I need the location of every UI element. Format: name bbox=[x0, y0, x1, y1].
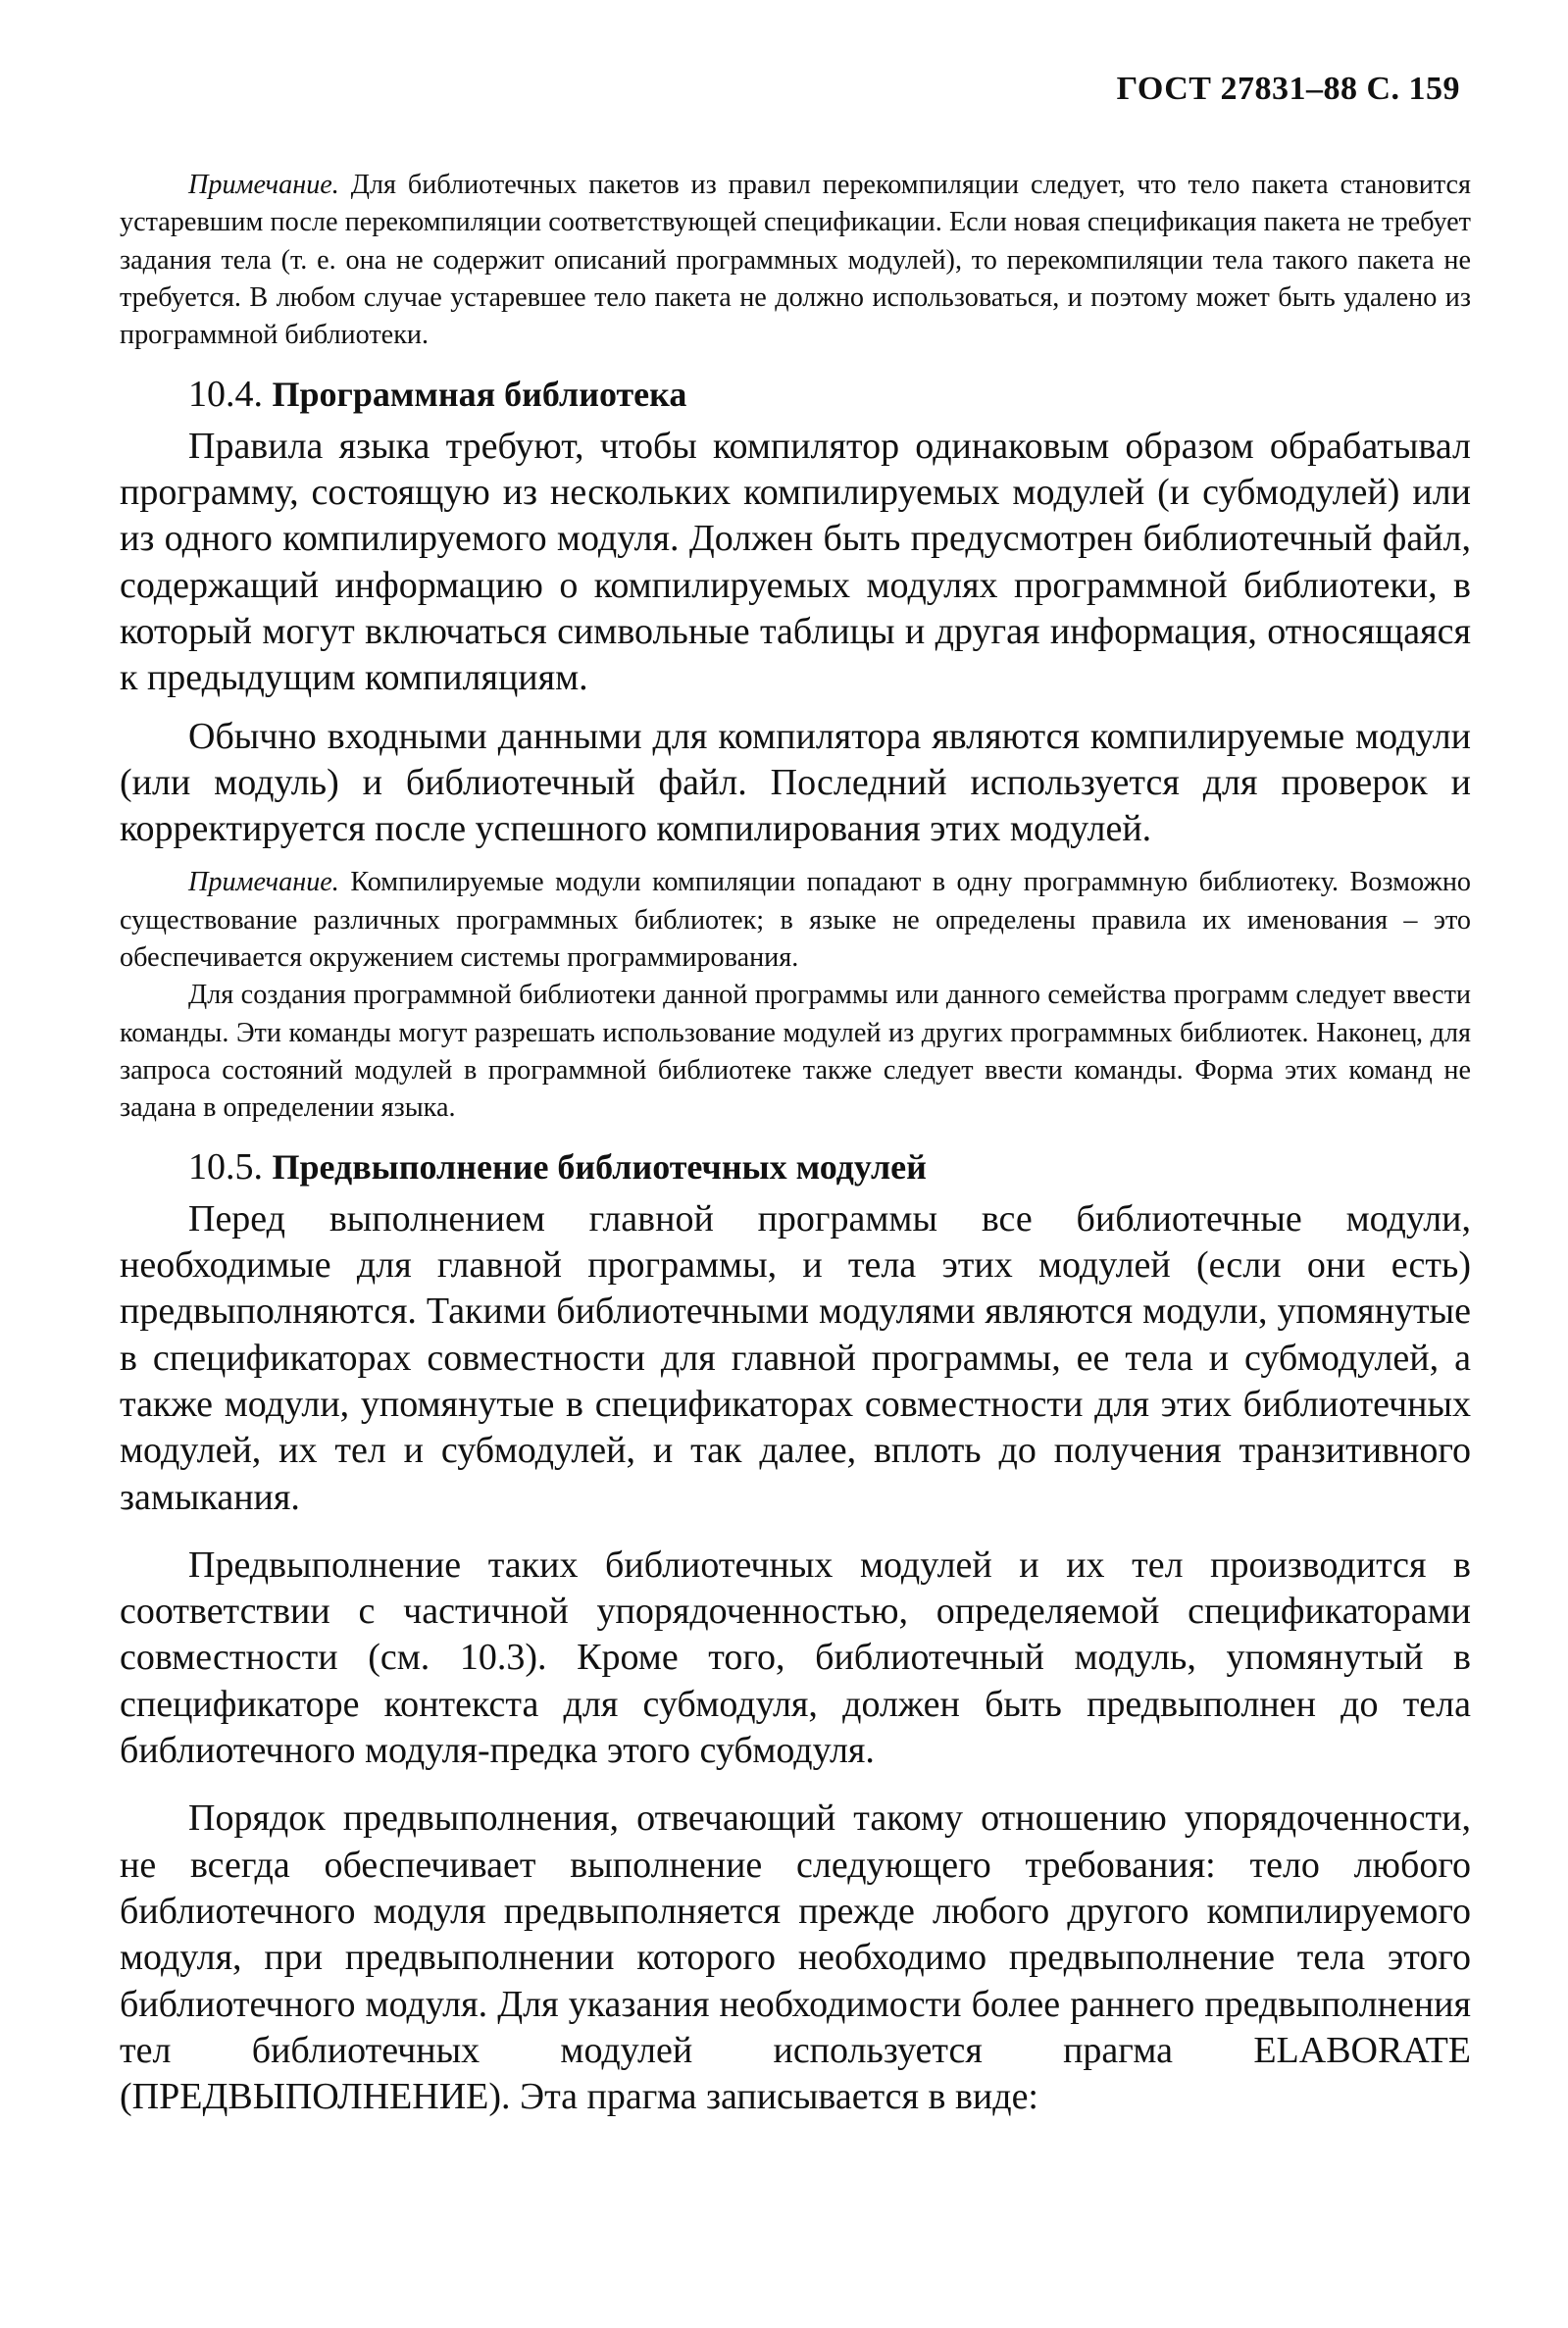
note-text: Для библиотечных пакетов из правил перекомпиляции следует, что тело пакета становится устаревшим после перекомпиляции соответствующей спецификации. Если новая спецификация пакета не требует задания тела (т. е. она не содержит описаний программных модулей), то перекомпиляции тела такого пакета не требуется. В любом случае устаревшее тело пакета не должно использоваться, и поэтому может быть удалено из программной библиотеки. bbox=[120, 170, 1471, 351]
body-paragraph: Перед выполнением главной программы все библиотечные модули, необходимые для главной программы, и тела этих модулей (если они есть) предвыполняются. Такими библиотечными модулями являются модули, упомянутые в спецификаторах совместности для главной программы, ее тела и субмодулей, а также модули, упомянутые в спецификаторах совместности для этих библиотечных модулей, их тел и субмодулей, и так далее, вплоть до получения транзитивного замыкания. bbox=[120, 1197, 1471, 1518]
note-paragraph: Для создания программной библиотеки данной программы или данного семейства программ следует ввести команды. Эти команды могут разрешать использование модулей из других программных библиотек. Наконец, для запроса состояний модулей в программной библиотеке также следует ввести команды. Форма этих команд не задана в определении языка. bbox=[120, 980, 1471, 1124]
note-paragraph bbox=[120, 864, 1471, 977]
note-label: Примечание. bbox=[188, 170, 339, 200]
body-paragraph: Предвыполнение таких библиотечных модулей и их тел производится в соответствии с частичной упорядоченностью, определяемой спецификаторами совместности (см. 10.3). Кроме того, библиотечный модуль, упомянутый в спецификаторе контекста для субмодуля, должен быть предвыполнен до тела библиотечного модуля-предка этого субмодуля. bbox=[120, 1544, 1471, 1772]
section-heading-10-5 bbox=[120, 1145, 1471, 1189]
section-number: 10.5. bbox=[188, 1145, 263, 1188]
note-paragraph bbox=[120, 167, 1471, 355]
running-head: ГОСТ 27831–88 С. 159 bbox=[1116, 71, 1460, 107]
page-content bbox=[120, 167, 1471, 2120]
section-title: Программная библиотека bbox=[272, 374, 687, 414]
body-paragraph: Обычно входными данными для компилятора являются компилируемые модули (или модуль) и библиотечный файл. Последний используется для проверок и корректируется после успешного компилирования этих модулей. bbox=[120, 715, 1471, 850]
body-paragraph: Порядок предвыполнения, отвечающий такому отношению упорядоченности, не всегда обеспечивает выполнение следующего требования: тело любого библиотечного модуля предвыполняется прежде любого другого компилируемого модуля, при предвыполнении которого необходимо предвыполнение тела этого библиотечного модуля. Для указания необходимости более раннего предвыполнения тел библиотечных модулей используется прагма ELABORATE (ПРЕДВЫПОЛНЕНИЕ). Эта прагма записывается в виде: bbox=[120, 1797, 1471, 2118]
note-text: Компилируемые модули компиляции попадают в одну программную библиотеку. Возможно существование различных программных библиотек; в языке не определены правила их именования – это обеспечивается окружением системы программирования. bbox=[120, 867, 1471, 974]
note-label: Примечание. bbox=[188, 867, 339, 898]
section-title: Предвыполнение библиотечных модулей bbox=[272, 1146, 927, 1187]
section-heading-10-4 bbox=[120, 373, 1471, 416]
body-paragraph: Правила языка требуют, чтобы компилятор одинаковым образом обрабатывал программу, состоящую из нескольких компилируемых модулей (и субмодулей) или из одного компилируемого модуля. Должен быть предусмотрен библиотечный файл, содержащий информацию о компилируемых модулях программной библиотеки, в который могут включаться символьные таблицы и другая информация, относящаяся к предыдущим компиляциям. bbox=[120, 425, 1471, 699]
section-number: 10.4. bbox=[188, 373, 263, 415]
